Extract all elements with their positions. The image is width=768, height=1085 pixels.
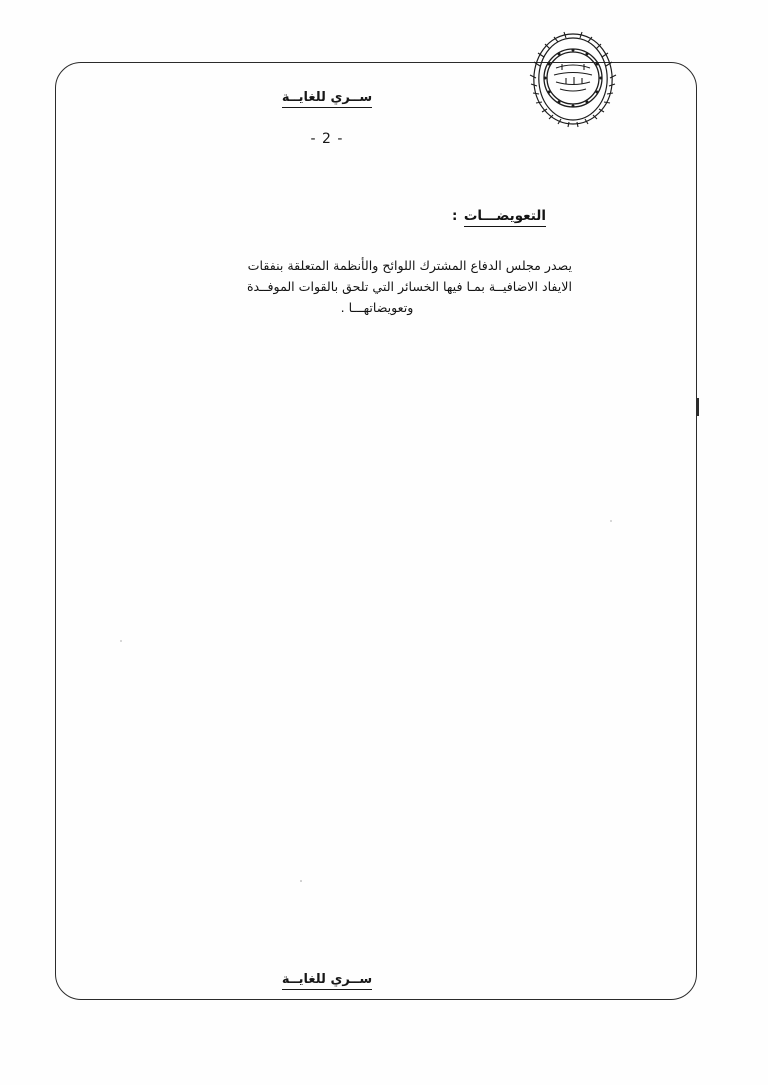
scan-speck <box>120 640 122 642</box>
classification-footer-bottom <box>262 968 392 990</box>
section-heading-text: التعويضـــات <box>464 208 546 227</box>
body-paragraph <box>182 255 572 318</box>
scan-speck <box>300 880 302 882</box>
paragraph-line-1: يصدر مجلس الدفاع المشترك اللوائح والأنظمة المتعلقة بنفقات <box>247 258 572 273</box>
classification-label-bottom: ســري للغايــة <box>282 972 372 990</box>
section-heading-colon: : <box>451 208 458 224</box>
classification-header-top <box>262 86 392 108</box>
scan-artifact-right-edge <box>697 398 699 416</box>
paragraph-line-2: الايفاد الاضافيــة بمـا فيها الخسائر التي تلحق بالقوات الموفــدة <box>246 279 572 294</box>
document-border-frame <box>55 62 697 1000</box>
page-number: - 2 - <box>310 131 344 147</box>
paragraph-line-3: وتعويضاتهـــا . <box>340 300 414 315</box>
scan-speck <box>610 520 612 522</box>
section-heading <box>452 208 546 227</box>
arab-league-emblem <box>518 22 628 132</box>
classification-label-top: ســري للغايــة <box>282 90 372 108</box>
